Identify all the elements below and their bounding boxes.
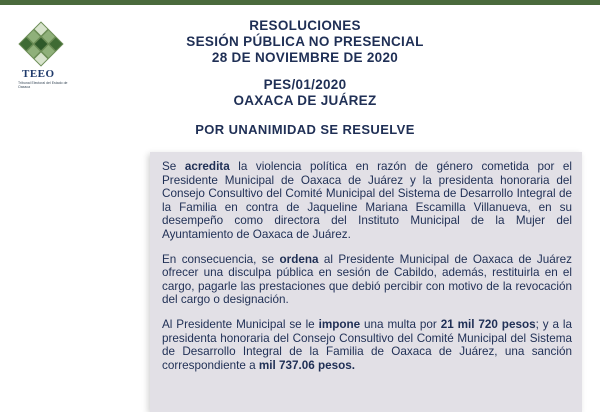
header-title: RESOLUCIONES <box>249 18 361 33</box>
top-accent-bar <box>0 0 600 5</box>
keyword-ordena: ordena <box>279 252 319 266</box>
resolution-paragraph-2: En consecuencia, se ordena al Presidente Municipal de Oaxaca de Juárez ofrecer una disculpa pública en sesión de Cabildo, además, restituirla en el cargo, pagarle las prestaciones que debió percibir con motivo de la revocación del cargo o designación. <box>162 252 572 307</box>
resolution-paragraph-3: Al Presidente Municipal se le impone una multa por 21 mil 720 pesos; y a la presidenta honoraria del Consejo Consultivo del Comité Municipal del Sistema de Desarrollo Integral de la Familia de Oaxaca de Juárez, una sanción correspondiente a mil 737.06 pesos. <box>162 317 572 372</box>
logo-subtitle: Tribunal Electoral del Estado de Oaxaca <box>18 81 68 89</box>
logo-emblem-icon <box>14 20 84 70</box>
resolution-text <box>162 160 572 383</box>
verdict-heading: POR UNANIMIDAD SE RESUELVE <box>195 122 415 137</box>
logo-name: TEEO <box>22 68 55 80</box>
header <box>120 18 490 138</box>
header-date: 28 DE NOVIEMBRE DE 2020 <box>211 50 399 65</box>
fine-amount-honorary: mil 737.06 pesos. <box>258 358 355 372</box>
keyword-impone: impone <box>318 317 361 331</box>
case-number: PES/01/2020 <box>263 77 347 92</box>
fine-amount-president: 21 mil 720 pesos <box>440 317 536 331</box>
keyword-acredita: acredita <box>184 160 230 173</box>
header-session: SESIÓN PÚBLICA NO PRESENCIAL <box>186 34 424 49</box>
case-location: OAXACA DE JUÁREZ <box>233 93 377 108</box>
resolution-paragraph-1: Se acredita la violencia política en razón de género cometida por el Presidente Municipal de Oaxaca de Juárez y la presidenta honoraria del Consejo Consultivo del Comité Municipal del Sistema de Desarrollo Integral de la Familia en contra de Jaqueline Mariana Escamilla Villanueva, en su desempeño como directora del Instituto Municipal de la Mujer del Ayuntamiento de Oaxaca de Juárez. <box>162 160 573 241</box>
